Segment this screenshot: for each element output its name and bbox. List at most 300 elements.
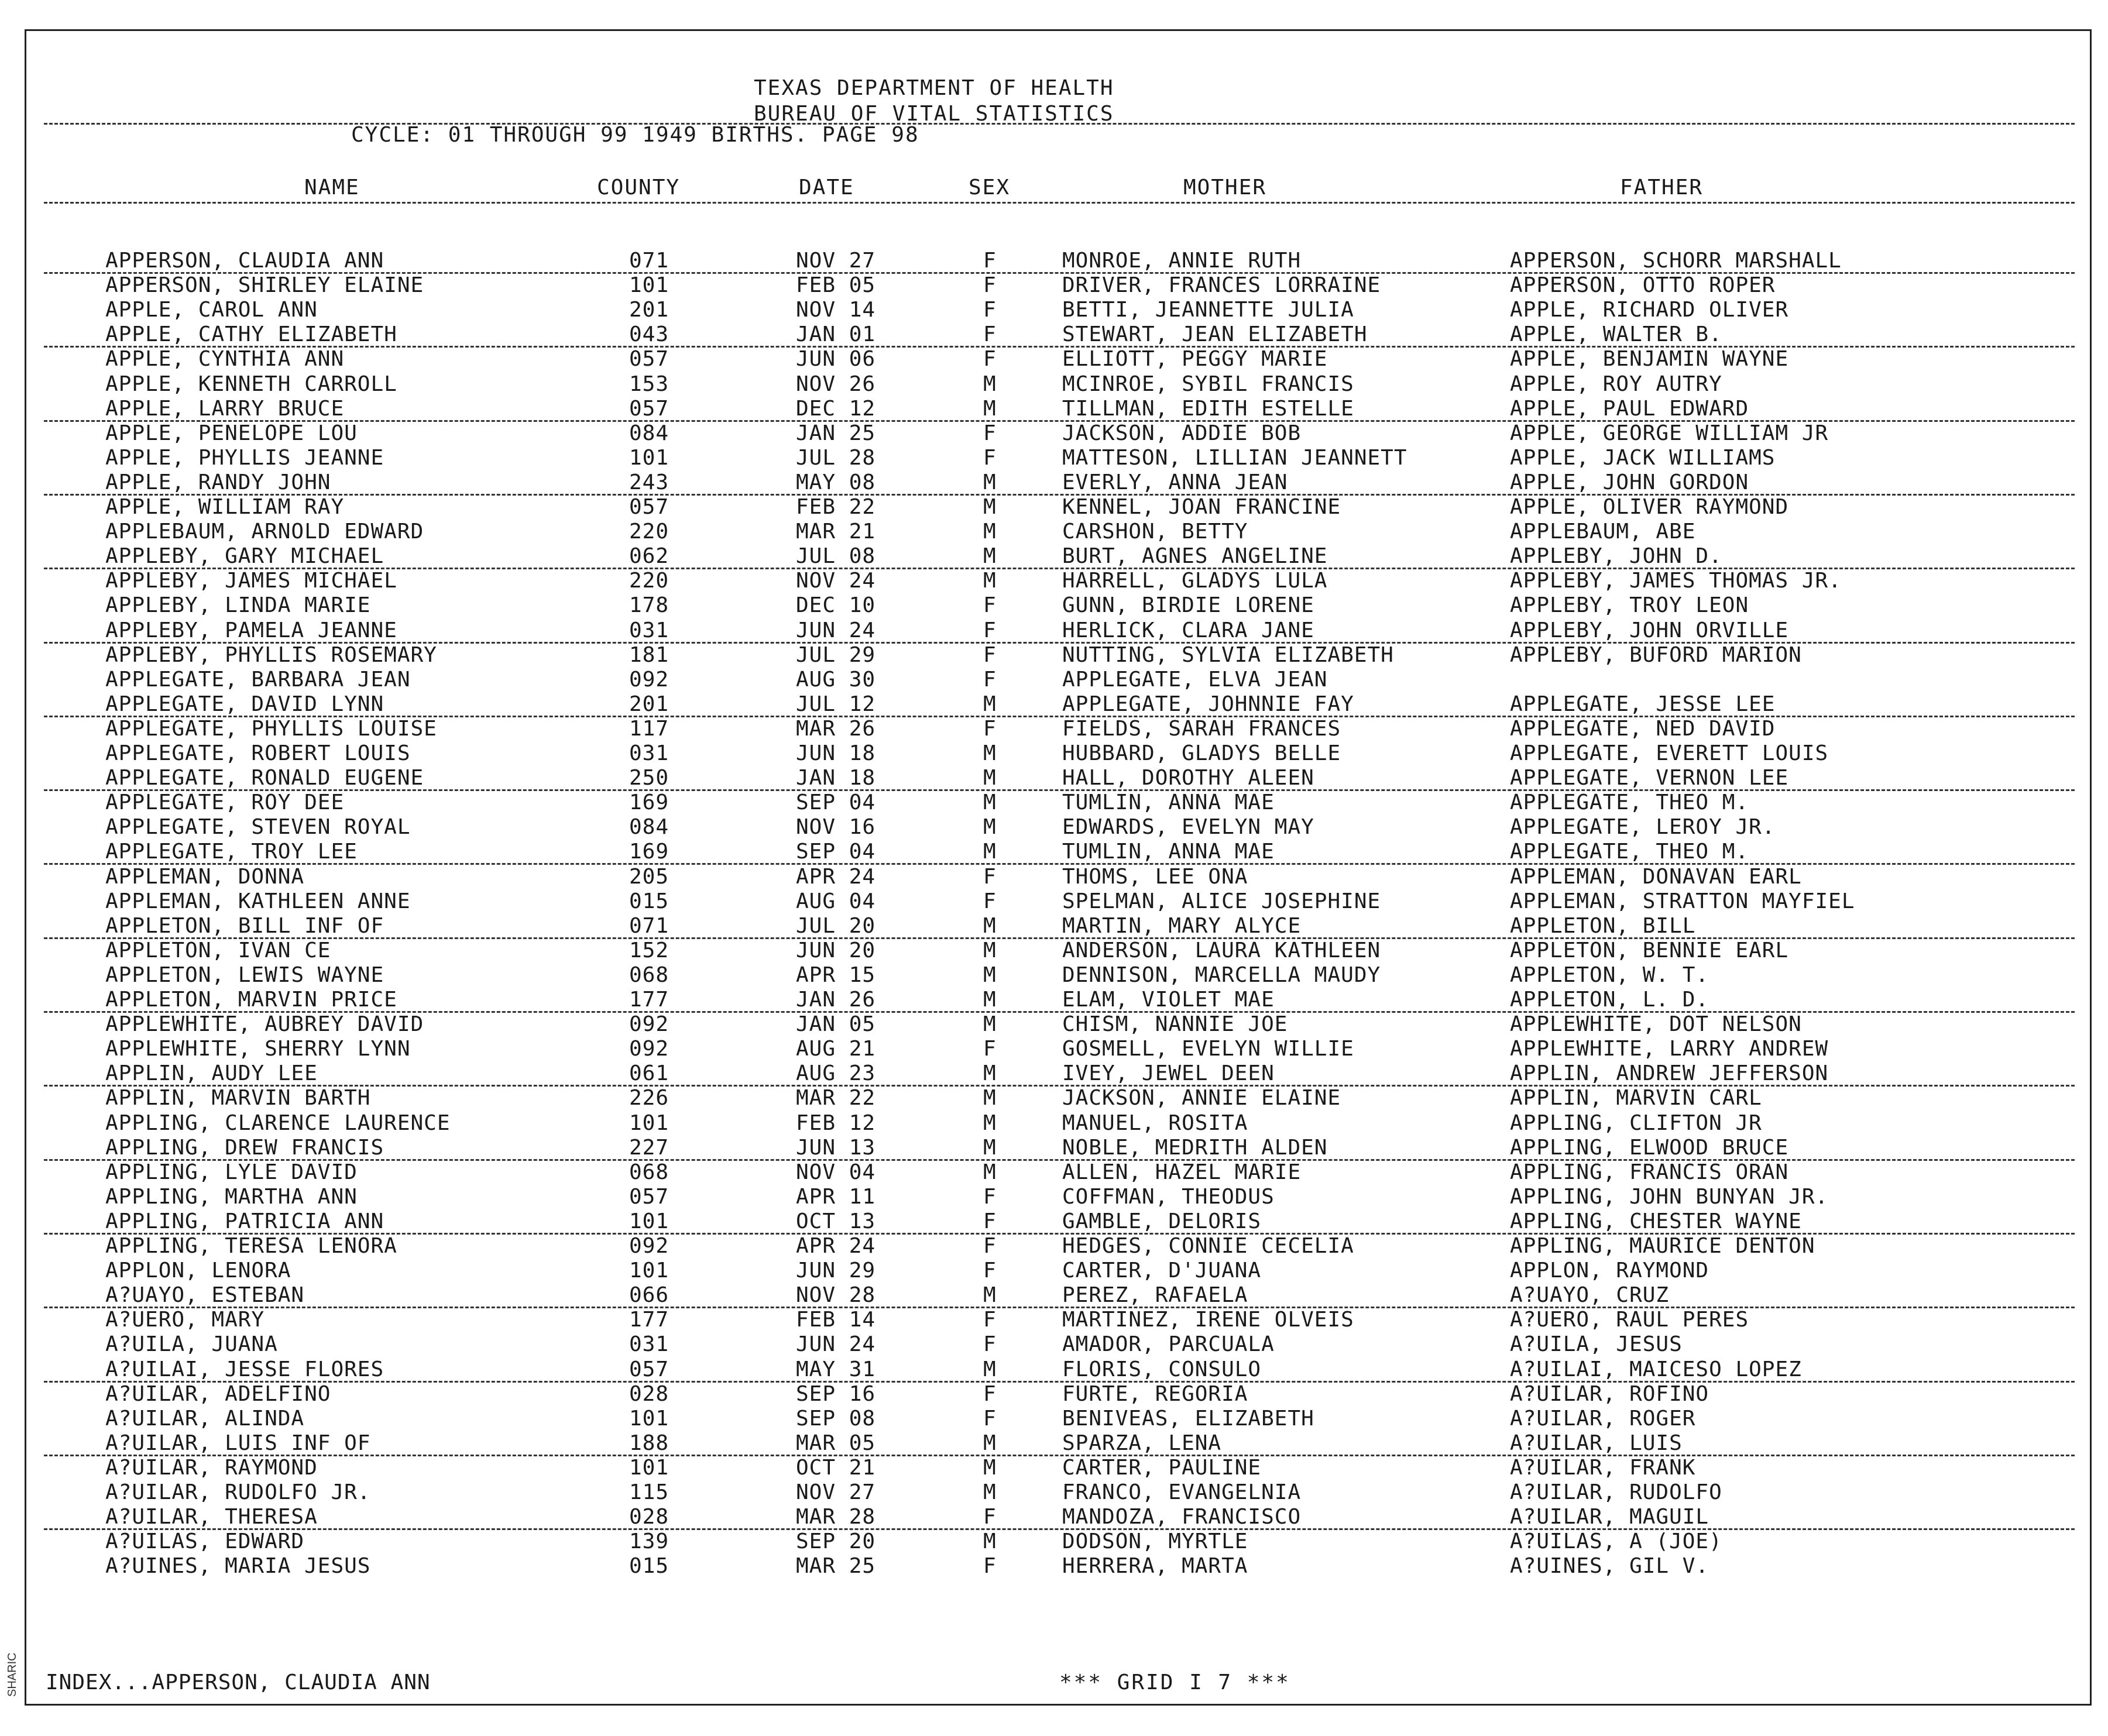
cell-date: JUN 20 <box>796 938 876 962</box>
table-row <box>0 298 2083 322</box>
cell-county: 066 <box>629 1283 670 1308</box>
table-row <box>0 692 2083 717</box>
cell-father: APPLING, ELWOOD BRUCE <box>1510 1135 1789 1160</box>
cell-sex: M <box>983 495 997 519</box>
cell-mother: MCINROE, SYBIL FRANCIS <box>1062 372 1354 396</box>
table-row <box>0 1308 2083 1332</box>
cell-county: 220 <box>629 569 670 593</box>
cell-county: 101 <box>629 1111 670 1135</box>
cell-father: A?UILAS, A (JOE) <box>1510 1529 1722 1554</box>
cell-sex: F <box>983 1505 997 1529</box>
table-row <box>0 470 2083 495</box>
cell-mother: BENIVEAS, ELIZABETH <box>1062 1406 1314 1431</box>
cell-name: APPLING, TERESA LENORA <box>105 1234 397 1258</box>
table-row <box>0 1456 2083 1480</box>
table-row <box>0 446 2083 470</box>
cell-county: 101 <box>629 445 670 470</box>
cell-father: APPLING, MAURICE DENTON <box>1510 1234 1815 1258</box>
cell-name: APPERSON, CLAUDIA ANN <box>105 249 384 273</box>
cell-county: 101 <box>629 1406 670 1431</box>
table-row <box>0 766 2083 790</box>
cell-mother: BETTI, JEANNETTE JULIA <box>1062 298 1354 322</box>
cell-date: AUG 23 <box>796 1061 876 1086</box>
cell-sex: M <box>983 569 997 593</box>
column-header-father: FATHER <box>1620 176 1704 200</box>
cell-county: 101 <box>629 1455 670 1480</box>
column-header-date: DATE <box>799 176 854 200</box>
cell-county: 068 <box>629 962 670 987</box>
cell-county: 092 <box>629 1012 670 1037</box>
cell-sex: F <box>983 421 997 445</box>
table-row <box>0 1431 2083 1456</box>
cell-date: JUN 29 <box>796 1259 876 1283</box>
cell-mother: EDWARDS, EVELYN MAY <box>1062 815 1314 840</box>
cell-sex: F <box>983 322 997 347</box>
cell-date: SEP 20 <box>796 1529 876 1554</box>
cell-name: A?UILAR, RUDOLFO JR. <box>105 1480 371 1504</box>
cell-date: JUN 13 <box>796 1135 876 1160</box>
cell-father: A?UILA, JESUS <box>1510 1332 1683 1357</box>
table-row <box>0 1185 2083 1209</box>
cell-county: 101 <box>629 273 670 298</box>
cell-mother: JACKSON, ANNIE ELAINE <box>1062 1086 1341 1111</box>
cell-name: APPLEGATE, ROBERT LOUIS <box>105 741 411 765</box>
cell-father: APPLEBY, BUFORD MARION <box>1510 642 1802 667</box>
cell-county: 153 <box>629 372 670 396</box>
cell-mother: ELLIOTT, PEGGY MARIE <box>1062 347 1328 372</box>
cell-father: APPLIN, MARVIN CARL <box>1510 1086 1762 1111</box>
cell-county: 226 <box>629 1086 670 1111</box>
cell-county: 084 <box>629 815 670 840</box>
cell-county: 169 <box>629 790 670 815</box>
cell-date: JUN 24 <box>796 1332 876 1357</box>
cell-mother: KENNEL, JOAN FRANCINE <box>1062 495 1341 519</box>
cell-county: 227 <box>629 1135 670 1160</box>
cell-father: APPERSON, SCHORR MARSHALL <box>1510 249 1842 273</box>
cell-date: MAR 25 <box>796 1554 876 1579</box>
cell-sex: F <box>983 593 997 618</box>
cell-father: APPLING, JOHN BUNYAN JR. <box>1510 1184 1829 1209</box>
table-row <box>0 1283 2083 1308</box>
cell-date: JAN 01 <box>796 322 876 347</box>
cell-father: APPLING, CLIFTON JR <box>1510 1111 1762 1135</box>
cell-mother: HEDGES, CONNIE CECELIA <box>1062 1234 1354 1258</box>
rule-line <box>44 123 2075 125</box>
cell-sex: F <box>983 445 997 470</box>
cell-name: APPLEBAUM, ARNOLD EDWARD <box>105 520 424 544</box>
cell-name: APPLEMAN, KATHLEEN ANNE <box>105 889 411 913</box>
cell-sex: M <box>983 692 997 716</box>
cell-name: A?UINES, MARIA JESUS <box>105 1554 371 1579</box>
cell-county: 101 <box>629 1259 670 1283</box>
cell-name: APPLE, WILLIAM RAY <box>105 495 345 519</box>
cell-father: APPLE, PAUL EDWARD <box>1510 396 1749 421</box>
cell-father: A?UILAI, MAICESO LOPEZ <box>1510 1357 1802 1381</box>
cell-sex: F <box>983 864 997 889</box>
cell-name: A?UERO, MARY <box>105 1308 265 1332</box>
table-row <box>0 1554 2083 1579</box>
cell-date: MAY 08 <box>796 470 876 494</box>
table-row <box>0 914 2083 939</box>
cell-county: 071 <box>629 249 670 273</box>
cell-name: APPLEWHITE, AUBREY DAVID <box>105 1012 424 1037</box>
cell-father: APPLIN, ANDREW JEFFERSON <box>1510 1061 1829 1086</box>
cell-name: APPLEBY, PAMELA JEANNE <box>105 618 397 642</box>
cell-county: 015 <box>629 1554 670 1579</box>
table-row <box>0 1209 2083 1234</box>
cell-name: APPLEGATE, STEVEN ROYAL <box>105 815 411 840</box>
cell-mother: FRANCO, EVANGELNIA <box>1062 1480 1302 1504</box>
cell-mother: HERRERA, MARTA <box>1062 1554 1248 1579</box>
cell-mother: DENNISON, MARCELLA MAUDY <box>1062 962 1381 987</box>
cell-sex: F <box>983 716 997 741</box>
cell-mother: MARTIN, MARY ALYCE <box>1062 913 1302 938</box>
cell-date: NOV 24 <box>796 569 876 593</box>
cell-mother: GUNN, BIRDIE LORENE <box>1062 593 1314 618</box>
cell-date: JAN 25 <box>796 421 876 445</box>
cell-sex: M <box>983 396 997 421</box>
cell-county: 152 <box>629 938 670 962</box>
cell-county: 092 <box>629 667 670 692</box>
cell-father: APPLEWHITE, LARRY ANDREW <box>1510 1037 1829 1061</box>
column-header-mother: MOTHER <box>1183 176 1267 200</box>
cell-date: MAR 22 <box>796 1086 876 1111</box>
cell-county: 084 <box>629 421 670 445</box>
table-row <box>0 421 2083 446</box>
cell-mother: MANUEL, ROSITA <box>1062 1111 1248 1135</box>
table-row <box>0 372 2083 397</box>
cell-mother: TILLMAN, EDITH ESTELLE <box>1062 396 1354 421</box>
cell-sex: M <box>983 520 997 544</box>
cell-county: 117 <box>629 716 670 741</box>
cell-name: APPLE, PENELOPE LOU <box>105 421 358 445</box>
cell-county: 220 <box>629 520 670 544</box>
table-row <box>0 963 2083 988</box>
cell-date: AUG 04 <box>796 889 876 913</box>
rule-line <box>44 202 2075 204</box>
header-cycle: CYCLE: 01 THROUGH 99 1949 BIRTHS. PAGE 98 <box>351 123 919 147</box>
cell-father: APPLEGATE, THEO M. <box>1510 790 1749 815</box>
cell-name: A?UILAI, JESSE FLORES <box>105 1357 384 1381</box>
table-row <box>0 939 2083 963</box>
cell-mother: JACKSON, ADDIE BOB <box>1062 421 1302 445</box>
cell-sex: M <box>983 1160 997 1184</box>
cell-county: 169 <box>629 840 670 864</box>
cell-date: APR 24 <box>796 1234 876 1258</box>
cell-county: 028 <box>629 1505 670 1529</box>
cell-sex: F <box>983 667 997 692</box>
cell-father: APPLEGATE, JESSE LEE <box>1510 692 1776 716</box>
cell-father: APPLE, JACK WILLIAMS <box>1510 445 1776 470</box>
table-row <box>0 1259 2083 1283</box>
table-row <box>0 569 2083 593</box>
table-row <box>0 1234 2083 1259</box>
cell-name: APPLEGATE, RONALD EUGENE <box>105 766 424 790</box>
cell-name: APPLETON, BILL INF OF <box>105 913 384 938</box>
cell-sex: M <box>983 1529 997 1554</box>
side-stamp: SHARIC <box>6 1652 19 1697</box>
cell-date: DEC 12 <box>796 396 876 421</box>
cell-father: APPLON, RAYMOND <box>1510 1259 1709 1283</box>
cell-father: APPLE, OLIVER RAYMOND <box>1510 495 1789 519</box>
cell-mother: STEWART, JEAN ELIZABETH <box>1062 322 1368 347</box>
cell-date: NOV 27 <box>796 1480 876 1504</box>
cell-date: JUN 06 <box>796 347 876 372</box>
cell-mother: TUMLIN, ANNA MAE <box>1062 840 1275 864</box>
cell-father: APPLE, RICHARD OLIVER <box>1510 298 1789 322</box>
cell-mother: NUTTING, SYLVIA ELIZABETH <box>1062 642 1394 667</box>
cell-county: 178 <box>629 593 670 618</box>
cell-county: 043 <box>629 322 670 347</box>
cell-mother: PEREZ, RAFAELA <box>1062 1283 1248 1308</box>
cell-father: APPLETON, BILL <box>1510 913 1696 938</box>
cell-sex: M <box>983 741 997 765</box>
cell-mother: HALL, DOROTHY ALEEN <box>1062 766 1314 790</box>
cell-mother: HUBBARD, GLADYS BELLE <box>1062 741 1341 765</box>
cell-father: APPLEGATE, VERNON LEE <box>1510 766 1789 790</box>
cell-mother: MARTINEZ, IRENE OLVEIS <box>1062 1308 1354 1332</box>
cell-date: JUL 08 <box>796 544 876 569</box>
cell-mother: SPARZA, LENA <box>1062 1431 1222 1455</box>
cell-sex: M <box>983 1455 997 1480</box>
cell-sex: F <box>983 1406 997 1431</box>
cell-sex: M <box>983 1061 997 1086</box>
footer-grid: *** GRID I 7 *** <box>1059 1670 1290 1694</box>
cell-sex: M <box>983 1357 997 1381</box>
cell-father: APPLETON, BENNIE EARL <box>1510 938 1789 962</box>
cell-sex: F <box>983 1209 997 1233</box>
table-row <box>0 520 2083 544</box>
cell-father: APPLEGATE, EVERETT LOUIS <box>1510 741 1829 765</box>
cell-mother: THOMS, LEE ONA <box>1062 864 1248 889</box>
cell-sex: F <box>983 1184 997 1209</box>
cell-father: APPLING, CHESTER WAYNE <box>1510 1209 1802 1233</box>
cell-mother: ALLEN, HAZEL MARIE <box>1062 1160 1302 1184</box>
cell-sex: F <box>983 1332 997 1357</box>
cell-father: APPLEMAN, STRATTON MAYFIEL <box>1510 889 1855 913</box>
cell-father: APPLEGATE, LEROY JR. <box>1510 815 1776 840</box>
table-row <box>0 544 2083 569</box>
table-row <box>0 1037 2083 1061</box>
cell-mother: FLORIS, CONSULO <box>1062 1357 1262 1381</box>
table-row <box>0 1111 2083 1136</box>
cell-sex: M <box>983 962 997 987</box>
cell-county: 031 <box>629 741 670 765</box>
table-row <box>0 1332 2083 1357</box>
cell-sex: M <box>983 470 997 494</box>
cell-county: 068 <box>629 1160 670 1184</box>
cell-mother: IVEY, JEWEL DEEN <box>1062 1061 1275 1086</box>
cell-sex: F <box>983 618 997 642</box>
cell-mother: NOBLE, MEDRITH ALDEN <box>1062 1135 1328 1160</box>
cell-date: NOV 16 <box>796 815 876 840</box>
cell-name: A?UILAR, THERESA <box>105 1505 318 1529</box>
cell-name: APPLE, CYNTHIA ANN <box>105 347 345 372</box>
cell-name: APPLE, CAROL ANN <box>105 298 318 322</box>
cell-name: APPLEGATE, ROY DEE <box>105 790 345 815</box>
table-row <box>0 273 2083 298</box>
cell-mother: CARSHON, BETTY <box>1062 520 1248 544</box>
cell-sex: F <box>983 249 997 273</box>
cell-mother: APPLEGATE, ELVA JEAN <box>1062 667 1328 692</box>
cell-date: MAR 26 <box>796 716 876 741</box>
column-header-county: COUNTY <box>597 176 681 200</box>
cell-date: AUG 21 <box>796 1037 876 1061</box>
cell-sex: F <box>983 1381 997 1406</box>
table-row <box>0 815 2083 840</box>
table-row <box>0 1407 2083 1431</box>
cell-name: APPLEBY, GARY MICHAEL <box>105 544 384 569</box>
cell-county: 177 <box>629 1308 670 1332</box>
cell-name: A?UAYO, ESTEBAN <box>105 1283 305 1308</box>
cell-sex: M <box>983 913 997 938</box>
table-row <box>0 741 2083 766</box>
header-agency: TEXAS DEPARTMENT OF HEALTH <box>754 76 1114 100</box>
cell-name: APPLETON, IVAN CE <box>105 938 331 962</box>
cell-sex: F <box>983 642 997 667</box>
cell-county: 181 <box>629 642 670 667</box>
cell-mother: DODSON, MYRTLE <box>1062 1529 1248 1554</box>
cell-name: APPERSON, SHIRLEY ELAINE <box>105 273 424 298</box>
table-row <box>0 1160 2083 1185</box>
table-row <box>0 717 2083 741</box>
cell-father: A?UINES, GIL V. <box>1510 1554 1709 1579</box>
table-row <box>0 889 2083 914</box>
cell-date: DEC 10 <box>796 593 876 618</box>
cell-father: APPLE, BENJAMIN WAYNE <box>1510 347 1789 372</box>
cell-mother: SPELMAN, ALICE JOSEPHINE <box>1062 889 1381 913</box>
cell-name: A?UILAS, EDWARD <box>105 1529 305 1554</box>
cell-father: A?UILAR, MAGUIL <box>1510 1505 1709 1529</box>
cell-date: OCT 13 <box>796 1209 876 1233</box>
cell-name: APPLEGATE, DAVID LYNN <box>105 692 384 716</box>
cell-county: 101 <box>629 1209 670 1233</box>
cell-name: A?UILA, JUANA <box>105 1332 278 1357</box>
cell-mother: HERLICK, CLARA JANE <box>1062 618 1314 642</box>
cell-mother: EVERLY, ANNA JEAN <box>1062 470 1288 494</box>
cell-mother: COFFMAN, THEODUS <box>1062 1184 1275 1209</box>
cell-sex: F <box>983 347 997 372</box>
table-row <box>0 249 2083 273</box>
cell-sex: M <box>983 372 997 396</box>
cell-father: APPLEGATE, THEO M. <box>1510 840 1749 864</box>
cell-county: 057 <box>629 1357 670 1381</box>
cell-sex: M <box>983 815 997 840</box>
cell-sex: M <box>983 790 997 815</box>
footer-index: INDEX...APPERSON, CLAUDIA ANN <box>46 1670 431 1694</box>
cell-sex: M <box>983 1283 997 1308</box>
cell-father: A?UILAR, LUIS <box>1510 1431 1683 1455</box>
table-row <box>0 593 2083 618</box>
cell-county: 031 <box>629 618 670 642</box>
table-row <box>0 618 2083 643</box>
cell-father: APPLEBAUM, ABE <box>1510 520 1696 544</box>
cell-county: 092 <box>629 1234 670 1258</box>
cell-name: A?UILAR, ADELFINO <box>105 1381 331 1406</box>
table-row <box>0 1061 2083 1086</box>
cell-mother: FIELDS, SARAH FRANCES <box>1062 716 1341 741</box>
cell-date: SEP 04 <box>796 840 876 864</box>
cell-sex: M <box>983 1086 997 1111</box>
cell-date: AUG 30 <box>796 667 876 692</box>
cell-county: 031 <box>629 1332 670 1357</box>
column-header-name: NAME <box>304 176 360 200</box>
cell-name: APPLIN, MARVIN BARTH <box>105 1086 371 1111</box>
cell-mother: BURT, AGNES ANGELINE <box>1062 544 1328 569</box>
cell-mother: MATTESON, LILLIAN JEANNETT <box>1062 445 1407 470</box>
cell-date: NOV 27 <box>796 249 876 273</box>
cell-date: FEB 14 <box>796 1308 876 1332</box>
cell-county: 250 <box>629 766 670 790</box>
cell-father: A?UILAR, RUDOLFO <box>1510 1480 1722 1504</box>
cell-mother: HARRELL, GLADYS LULA <box>1062 569 1328 593</box>
cell-sex: F <box>983 298 997 322</box>
cell-county: 057 <box>629 495 670 519</box>
cell-name: APPLEBY, PHYLLIS ROSEMARY <box>105 642 437 667</box>
cell-father: APPLETON, L. D. <box>1510 988 1709 1012</box>
cell-sex: M <box>983 766 997 790</box>
table-row <box>0 1505 2083 1529</box>
cell-county: 243 <box>629 470 670 494</box>
cell-sex: F <box>983 1037 997 1061</box>
cell-sex: F <box>983 273 997 298</box>
cell-sex: F <box>983 889 997 913</box>
table-row <box>0 865 2083 889</box>
cell-name: APPLING, LYLE DAVID <box>105 1160 358 1184</box>
cell-date: JUL 28 <box>796 445 876 470</box>
cell-father: APPLING, FRANCIS ORAN <box>1510 1160 1789 1184</box>
table-row <box>0 1086 2083 1111</box>
cell-father: A?UILAR, FRANK <box>1510 1455 1696 1480</box>
cell-sex: M <box>983 840 997 864</box>
cell-name: APPLING, CLARENCE LAURENCE <box>105 1111 451 1135</box>
cell-county: 115 <box>629 1480 670 1504</box>
cell-sex: M <box>983 1135 997 1160</box>
cell-county: 139 <box>629 1529 670 1554</box>
cell-date: NOV 04 <box>796 1160 876 1184</box>
cell-county: 061 <box>629 1061 670 1086</box>
cell-father: APPLE, ROY AUTRY <box>1510 372 1722 396</box>
cell-name: APPLE, CATHY ELIZABETH <box>105 322 397 347</box>
cell-county: 092 <box>629 1037 670 1061</box>
cell-county: 057 <box>629 396 670 421</box>
cell-father: A?UILAR, ROFINO <box>1510 1381 1709 1406</box>
cell-county: 028 <box>629 1381 670 1406</box>
cell-name: APPLE, KENNETH CARROLL <box>105 372 397 396</box>
cell-mother: MONROE, ANNIE RUTH <box>1062 249 1302 273</box>
cell-sex: M <box>983 988 997 1012</box>
cell-date: MAR 05 <box>796 1431 876 1455</box>
cell-date: JUL 12 <box>796 692 876 716</box>
cell-county: 057 <box>629 1184 670 1209</box>
table-row <box>0 643 2083 668</box>
cell-name: APPLEGATE, BARBARA JEAN <box>105 667 411 692</box>
cell-date: JUN 18 <box>796 741 876 765</box>
cell-name: A?UILAR, ALINDA <box>105 1406 305 1431</box>
cell-name: APPLEWHITE, SHERRY LYNN <box>105 1037 411 1061</box>
cell-name: APPLE, RANDY JOHN <box>105 470 331 494</box>
table-row <box>0 1382 2083 1407</box>
table-row <box>0 1357 2083 1382</box>
cell-sex: F <box>983 1259 997 1283</box>
cell-father: APPLEMAN, DONAVAN EARL <box>1510 864 1802 889</box>
cell-county: 201 <box>629 298 670 322</box>
cell-name: APPLE, LARRY BRUCE <box>105 396 345 421</box>
cell-date: SEP 16 <box>796 1381 876 1406</box>
cell-county: 071 <box>629 913 670 938</box>
cell-name: APPLING, DREW FRANCIS <box>105 1135 384 1160</box>
cell-name: A?UILAR, LUIS INF OF <box>105 1431 371 1455</box>
